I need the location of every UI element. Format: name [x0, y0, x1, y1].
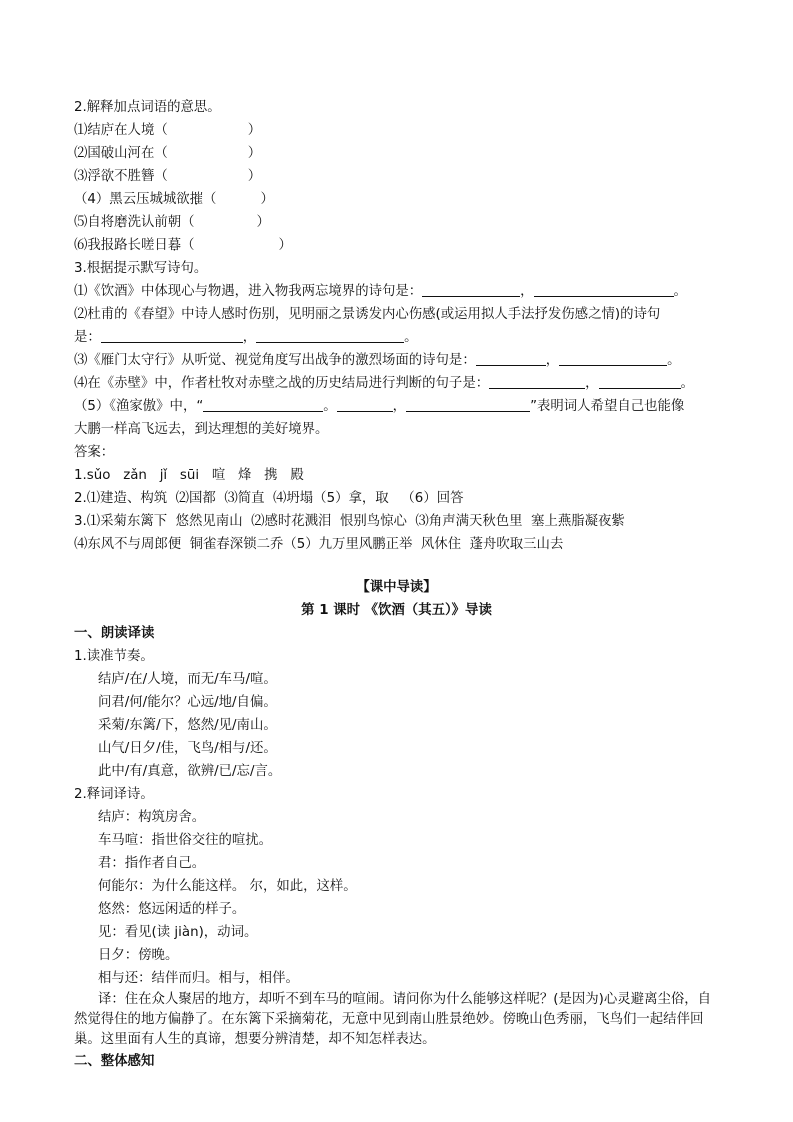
gloss-list [74, 806, 719, 990]
q3-title: 3.根据提示默写诗句。 [74, 261, 208, 276]
section-1-2-title: 2.释词译诗。 [74, 787, 154, 802]
answer-blank[interactable] [599, 374, 681, 389]
answer-blank[interactable] [476, 351, 546, 366]
gloss-line: 日夕：傍晚。 [98, 948, 179, 963]
answer-4: ⑷东风不与周郎便 铜雀春深锁二乔（5）九万里风鹏正举 风休住 蓬舟吹取三山去 [74, 537, 564, 552]
answer-blank[interactable] [337, 397, 393, 412]
gloss-line: 相与还：结伴而归。相与，相伴。 [98, 971, 299, 986]
section-2-title: 二、整体感知 [74, 1054, 155, 1069]
answer-blank[interactable] [422, 282, 520, 297]
q2-item: ⑸自将磨洗认前朝（ ） [74, 215, 270, 230]
section-header: 【课中导读】 [356, 580, 437, 595]
rhythm-line: 问君/何/能尔？心远/地/自偏。 [98, 695, 277, 710]
answer-blank[interactable] [256, 328, 404, 343]
answers-label: 答案： [74, 445, 115, 460]
answer-2: 2.⑴建造、构筑 ⑵国都 ⑶简直 ⑷坍塌（5）拿，取 （6）回答 [74, 491, 464, 506]
answer-1: 1.sǔo zǎn jǐ sūi 喧 烽 携 殿 [74, 468, 304, 483]
section-1-title: 一、朗读译读 [74, 626, 155, 641]
q3-line-2b: 是： ， 。 [74, 330, 418, 345]
q2-item: （4）黑云压城城欲摧（ ） [74, 192, 274, 207]
rhythm-line: 山气/日夕/佳，飞鸟/相与/还。 [98, 741, 277, 756]
section-1-1-title: 1.读准节奏。 [74, 649, 154, 664]
rhythm-line: 结庐/在/人境，而无/车马/喧。 [98, 672, 277, 687]
rhythm-line: 此中/有/真意，欲辨/已/忘/言。 [98, 764, 282, 779]
q2-title: 2.解释加点词语的意思。 [74, 100, 221, 115]
translation-paragraph: 译：住在众人聚居的地方，却听不到车马的喧闹。请问你为什么能够这样呢？(是因为)心灵避离尘俗，自然觉得住的地方偏静了。在东篱下采摘菊花，无意中见到南山胜景绝妙。傍晚山色秀丽，飞鸟们一起结伴回巢。这里面有人生的真谛，想要分辨清楚，却不知怎样表达。 [74, 992, 712, 1047]
q2-item: ⑶浮欲不胜簪（ ） [74, 169, 262, 184]
gloss-line: 悠然：悠远闲适的样子。 [98, 902, 246, 917]
answer-blank[interactable] [101, 328, 243, 343]
lesson-title: 第 1 课时 《饮酒（其五）》导读 [301, 603, 492, 618]
q3-line-1: ⑴《饮酒》中体现心与物遇，进入物我两忘境界的诗句是： ， 。 [74, 284, 687, 299]
gloss-line: 结庐：构筑房舍。 [98, 810, 206, 825]
q2-list [74, 119, 719, 257]
answer-3: 3.⑴采菊东篱下 悠然见南山 ⑵感时花溅泪 恨别鸟惊心 ⑶角声满天秋色里 塞上燕脂凝夜紫 [74, 514, 625, 529]
gloss-line: 君：指作者自己。 [98, 856, 206, 871]
answer-blank[interactable] [406, 397, 530, 412]
rhythm-list [74, 668, 719, 783]
rhythm-line: 采菊/东篱/下，悠然/见/南山。 [98, 718, 277, 733]
answer-blank[interactable] [489, 374, 585, 389]
gloss-line: 车马喧：指世俗交往的喧扰。 [98, 833, 273, 848]
gloss-line: 见：看见(读 jiàn)，动词。 [98, 925, 258, 940]
answer-blank[interactable] [559, 351, 667, 366]
q2-item: ⑴结庐在人境（ ） [74, 123, 262, 138]
q3-line-3: ⑶《雁门太守行》从听觉、视觉角度写出战争的激烈场面的诗句是： ， 。 [74, 353, 681, 368]
q2-item: ⑹我报路长嗟日暮（ ） [74, 238, 292, 253]
q2-item: ⑵国破山河在（ ） [74, 146, 262, 161]
q3-line-2a: ⑵杜甫的《春望》中诗人感时伤别，见明丽之景诱发内心伤感(或运用拟人手法抒发伤感之情)的诗句 [74, 307, 661, 322]
q3-line-5a: （5）《渔家傲》中，“ 。 ， ”表明词人希望自己也能像 [74, 399, 685, 414]
q3-line-4: ⑷在《赤壁》中，作者杜牧对赤壁之战的历史结局进行判断的句子是： ， 。 [74, 376, 694, 391]
q3-line-5b: 大鹏一样高飞远去，到达理想的美好境界。 [74, 422, 329, 437]
gloss-line: 何能尔：为什么能这样。 尔，如此，这样。 [98, 879, 357, 894]
answer-blank[interactable] [203, 397, 323, 412]
answer-blank[interactable] [534, 282, 674, 297]
